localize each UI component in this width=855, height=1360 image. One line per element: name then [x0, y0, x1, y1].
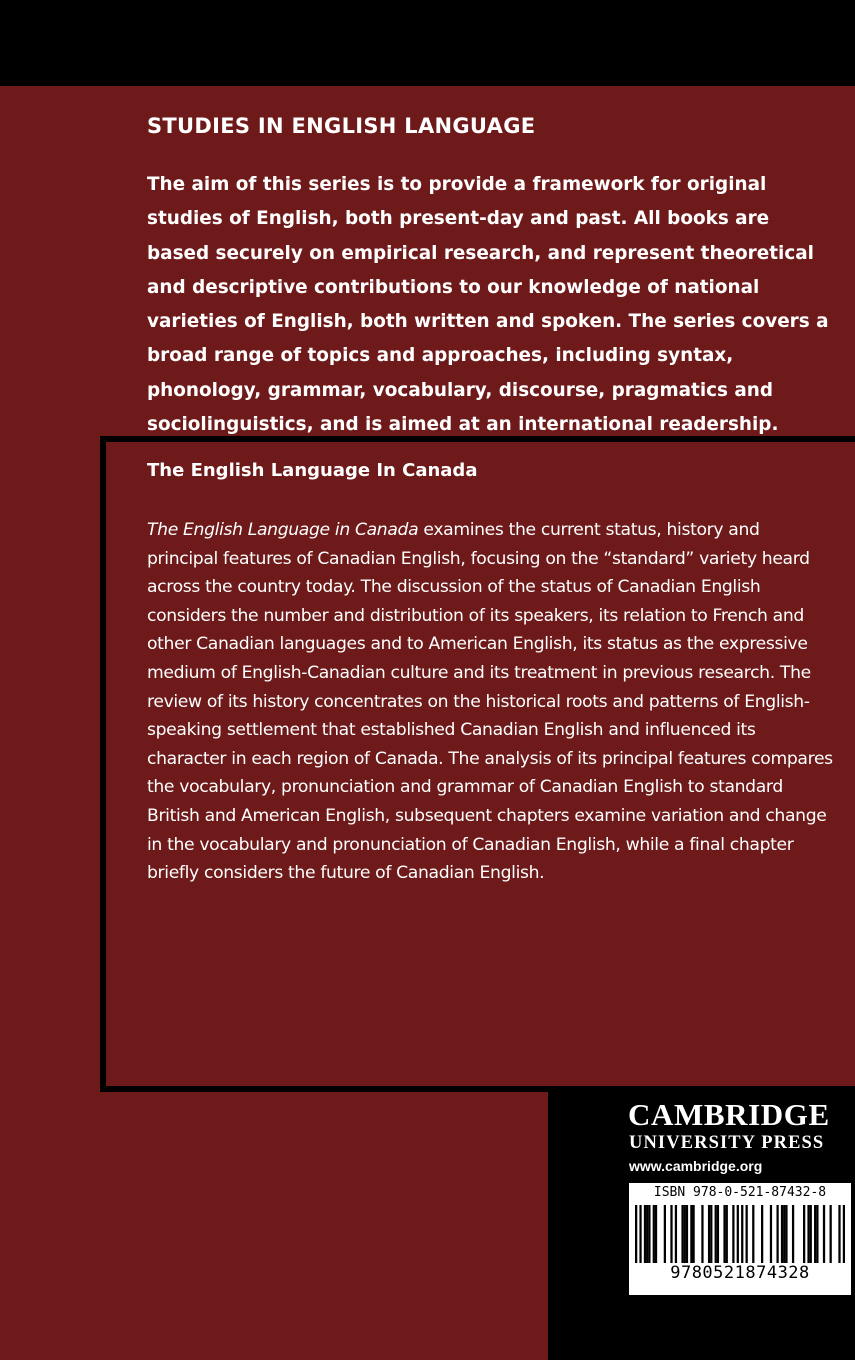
barcode-bar — [681, 1205, 683, 1263]
publisher-block — [548, 1092, 855, 1360]
barcode-bar — [708, 1205, 710, 1263]
barcode-bar — [670, 1205, 672, 1263]
barcode-bar — [752, 1205, 754, 1263]
barcode-bar — [646, 1205, 648, 1263]
barcode-digits: 9780521874328 — [670, 1263, 810, 1283]
barcode-bar — [726, 1205, 728, 1263]
barcode-bar — [761, 1205, 763, 1263]
barcode-bar — [785, 1205, 787, 1263]
barcode-bar — [692, 1205, 694, 1263]
top-black-band — [0, 0, 855, 86]
publisher-subtitle: UNIVERSITY PRESS — [629, 1133, 825, 1153]
barcode-bar — [830, 1205, 832, 1263]
barcode-bar — [675, 1205, 677, 1263]
book-title-italic: The English Language in Canada — [147, 520, 419, 540]
barcode-bar — [816, 1205, 818, 1263]
barcode-bar — [635, 1205, 637, 1263]
barcode-bar — [823, 1205, 825, 1263]
barcode-bar — [655, 1205, 657, 1263]
barcode-bar — [807, 1205, 809, 1263]
barcode-bar — [737, 1205, 739, 1263]
barcode-bar — [814, 1205, 816, 1263]
barcode-bar — [803, 1205, 805, 1263]
barcode-bar — [781, 1205, 783, 1263]
barcode-bar — [701, 1205, 703, 1263]
barcode-bar — [746, 1205, 748, 1263]
barcode-bar — [686, 1205, 688, 1263]
barcode-bar — [717, 1205, 719, 1263]
barcode-bar — [783, 1205, 785, 1263]
barcode-bars — [635, 1205, 845, 1263]
barcode — [629, 1183, 851, 1295]
barcode-bar — [715, 1205, 717, 1263]
barcode-bar — [732, 1205, 734, 1263]
barcode-bar — [843, 1205, 845, 1263]
barcode-bar — [810, 1205, 812, 1263]
barcode-bar — [653, 1205, 655, 1263]
publisher-url[interactable]: www.cambridge.org — [629, 1158, 763, 1174]
barcode-bar — [770, 1205, 772, 1263]
isbn-label: ISBN 978-0-521-87432-8 — [653, 1185, 827, 1200]
barcode-bar — [644, 1205, 646, 1263]
barcode-bar — [710, 1205, 712, 1263]
book-description — [147, 516, 835, 888]
publisher-name: CAMBRIDGE — [628, 1097, 830, 1132]
barcode-bar — [723, 1205, 725, 1263]
series-title: STUDIES IN ENGLISH LANGUAGE — [147, 114, 536, 138]
book-description-text: examines the current status, history and principal features of Canadian English, focusing on the “standard” variety heard across the country today. The discussion of the status of Canadian English considers the number and distribution of its speakers, its relation to French and other Canadian languages and to American English, its status as the expressive medium of English-Canadian culture and its treatment in previous research. The review of its history concentrates on the historical roots and patterns of English-speaking settlement that established Canadian English and influenced its character in each region of Canada. The analysis of its principal features compares the vocabulary, pronunciation and grammar of Canadian English to standard British and American English, subsequent chapters examine variation and change in the vocabulary and pronunciation of Canadian English, while a final chapter briefly considers the future of Canadian English. — [147, 520, 833, 884]
barcode-bar — [838, 1205, 840, 1263]
barcode-bar — [776, 1205, 778, 1263]
barcode-bar — [664, 1205, 666, 1263]
book-title: The English Language In Canada — [147, 460, 478, 481]
barcode-bar — [648, 1205, 650, 1263]
barcode-bar — [639, 1205, 641, 1263]
barcode-bar — [684, 1205, 686, 1263]
series-description: The aim of this series is to provide a framework for original studies of English, both present-day and past. All books are based securely on empirical research, and represent theoretical and descriptive contributions to our knowledge of national varieties of English, both written and spoken. The series covers a broad range of topics and approaches, including syntax, phonology, grammar, vocabulary, discourse, pragmatics and sociolinguistics, and is aimed at an international readership. — [147, 174, 829, 436]
barcode-bar — [690, 1205, 692, 1263]
barcode-bar — [741, 1205, 743, 1263]
barcode-bar — [792, 1205, 794, 1263]
